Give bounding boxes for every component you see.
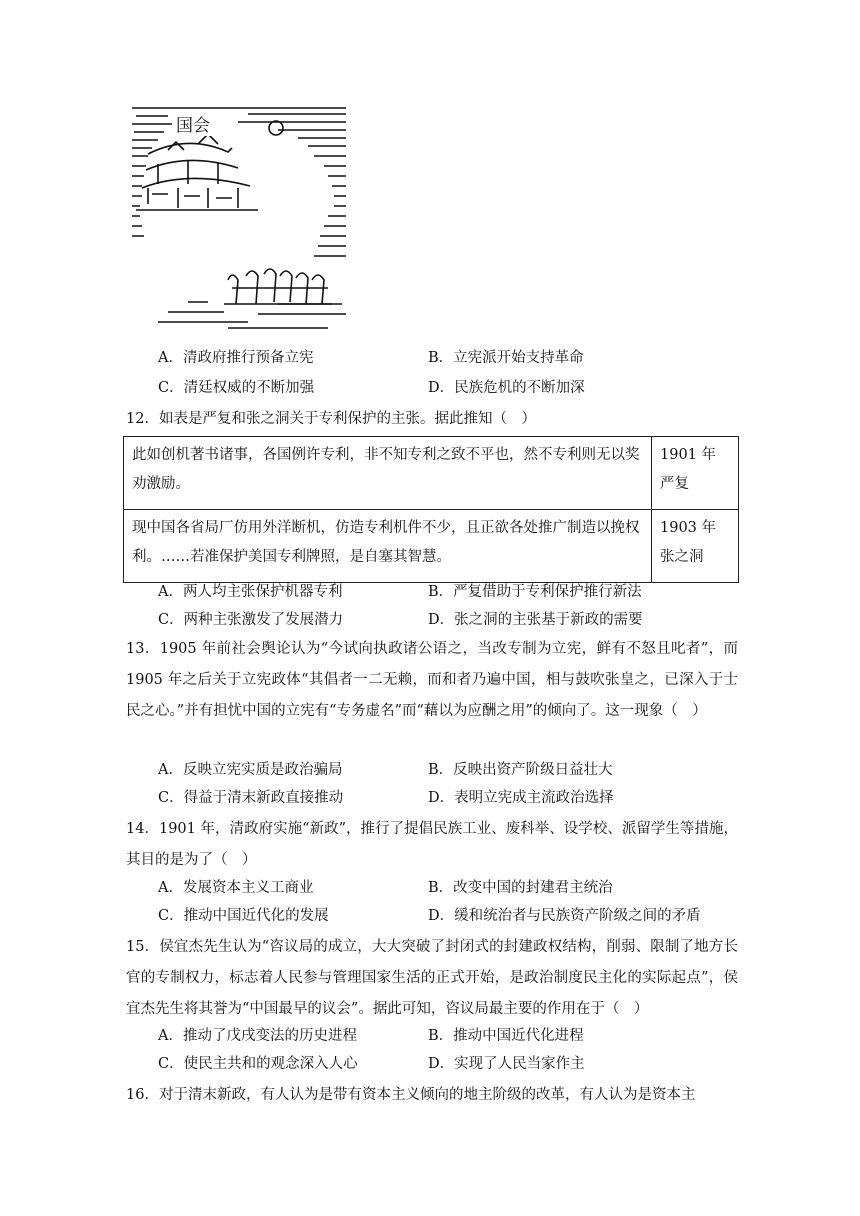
q12-stem: 12．如表是严复和张之洞关于专利保护的主张。据此推知（ ） — [126, 411, 536, 427]
q11-option-b[interactable]: B．立宪派开始支持革命 — [428, 350, 584, 366]
q12-option-b[interactable]: B．严复借助于专利保护推行新法 — [428, 584, 642, 600]
q15-option-c[interactable]: C．使民主共和的观念深入人心 — [158, 1056, 358, 1072]
table-row — [124, 510, 739, 583]
q12-option-d[interactable]: D．张之洞的主张基于新政的需要 — [428, 612, 643, 628]
table-cell-text: 此如创机著书诸事，各国例许专利，非不知专利之致不平也，然不专利则无以奖劝激励。 — [124, 437, 652, 510]
q15-option-a[interactable]: A．推动了戊戌变法的历史进程 — [158, 1028, 357, 1044]
q12-option-c[interactable]: C．两种主张激发了发展潜力 — [158, 612, 344, 628]
parliament-illustration — [128, 104, 352, 336]
table-cell-source: 1903 年张之洞 — [652, 510, 739, 583]
q13-option-d[interactable]: D．表明立宪成主流政治选择 — [428, 790, 614, 806]
q13-stem: 13．1905 年前社会舆论认为“今试向执政诸公语之，当改专制为立宪，鲜有不怒且叱者”，而 1905 年之后关于立宪政体“其倡者一二无赖，而和者乃遍中国，相与鼓吹张皇之，已深入于士民之心。”并有担忧中国的立宪有“专务虚名”而“藉以为应酬之用”的倾向了。这一现象（ ） — [126, 641, 738, 719]
q11-option-d[interactable]: D．民族危机的不断加深 — [428, 380, 585, 396]
q11-option-a[interactable]: A．清政府推行预备立宪 — [158, 350, 314, 366]
q12-option-a[interactable]: A．两人均主张保护机器专利 — [158, 584, 343, 600]
q13-option-a[interactable]: A．反映立宪实质是政治骗局 — [158, 762, 343, 778]
q12-table — [123, 436, 739, 583]
table-cell-source: 1901 年严复 — [652, 437, 739, 510]
table-row — [124, 437, 739, 510]
q14-stem: 14．1901 年，清政府实施“新政”，推行了提倡民族工业、废科举、设学校、派留学生等措施，其目的是为了（ ） — [126, 821, 738, 868]
q15-option-b[interactable]: B．推动中国近代化进程 — [428, 1028, 584, 1044]
q15-stem: 15．侯宜杰先生认为“咨议局的成立，大大突破了封闭式的封建政权结构，削弱、限制了地方长官的专制权力，标志着人民参与管理国家生活的正式开始，是政治制度民主化的实际起点”，侯宜杰先生将其誉为“中国最早的议会”。据此可知，咨议局最主要的作用在于（ ） — [126, 939, 738, 1017]
q14-option-b[interactable]: B．改变中国的封建君主统治 — [428, 880, 613, 896]
q16-stem: 16．对于清末新政，有人认为是带有资本主义倾向的地主阶级的改革，有人认为是资本主 — [126, 1087, 696, 1103]
q13-option-c[interactable]: C．得益于清末新政直接推动 — [158, 790, 344, 806]
q14-option-d[interactable]: D．缓和统治者与民族资产阶级之间的矛盾 — [428, 908, 701, 924]
q14-option-c[interactable]: C．推动中国近代化的发展 — [158, 908, 329, 924]
q14-option-a[interactable]: A．发展资本主义工商业 — [158, 880, 314, 896]
q15-option-d[interactable]: D．实现了人民当家作主 — [428, 1056, 585, 1072]
table-cell-text: 现中国各省局厂仿用外洋断机，仿造专利机件不少，且正欲各处推广制造以挽权利。……若准保护美国专利牌照，是自塞其智慧。 — [124, 510, 652, 583]
q13-option-b[interactable]: B．反映出资产阶级日益壮大 — [428, 762, 613, 778]
figure-label: 国会 — [176, 116, 210, 135]
q11-option-c[interactable]: C．清廷权威的不断加强 — [158, 380, 315, 396]
